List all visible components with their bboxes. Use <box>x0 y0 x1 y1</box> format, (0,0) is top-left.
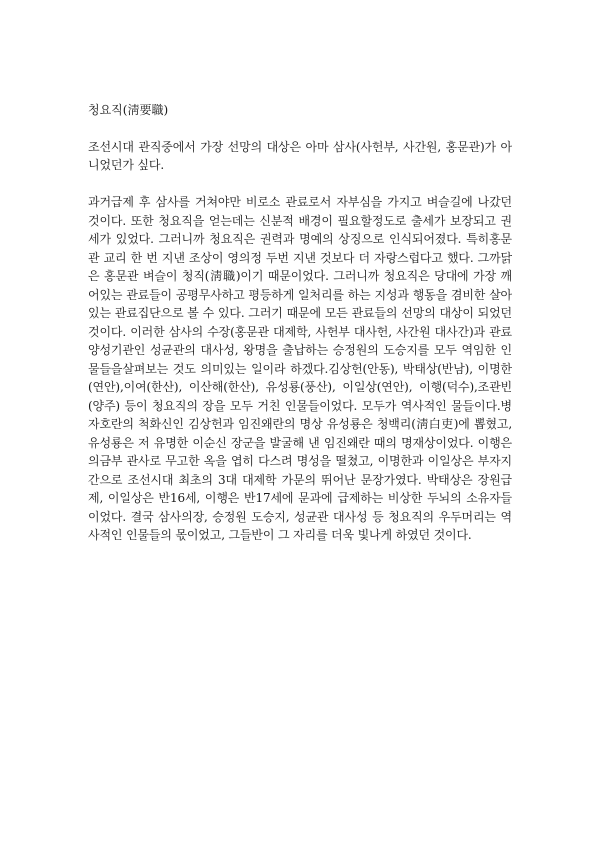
document-body <box>88 101 512 563</box>
main-paragraph: 과거급제 후 삼사를 거쳐야만 비로소 관료로서 자부심을 가지고 벼슬길에 나갔던 것이다. 또한 청요직을 얻는데는 신분적 배경이 필요할정도로 출세가 보장되고 권세가 있었다. 그러니까 청요직은 권력과 명예의 상징으로 인식되어졌다. 특히홍문관 교리 한 번 지낸 조상이 영의정 두번 지낸 것보다 더 자랑스럽다고 했다. 그까닭은 홍문관 벼슬이 청직(淸職)이기 때문이었다. 그러니까 청요직은 당대에 가장 깨어있는 관료들이 공평무사하고 평등하게 일처리를 하는 지성과 행동을 겸비한 살아있는 관료집단으로 볼 수 있다. 그러기 때문에 모든 관료들의 선망의 대상이 되었던 것이다. 이러한 삼사의 수장(홍문관 대제학, 사헌부 대사헌, 사간원 대사간)과 관료양성기관인 성균관의 대사성, 왕명을 출납하는 승정원의 도승지를 모두 역임한 인물들을살펴보는 것도 의미있는 일이라 하겠다.김상헌(안동), 박태상(반남), 이명한(연안),이여(한산), 이산해(한산), 유성룡(풍산), 이일상(연안), 이행(덕수),조관빈(양주) 등이 청요직의 장을 모두 거친 인물들이었다. 모두가 역사적인 물들이다.병자호란의 척화신인 김상헌과 임진왜란의 명상 유성룡은 청백리(淸白吏)에 뽑혔고, 유성룡은 저 유명한 이순신 장군을 발굴해 낸 임진왜란 때의 명재상이었다. 이행은 의금부 관사로 무고한 옥을 엽히 다스려 명성을 떨쳤고, 이명한과 이일상은 부자지간으로 조선시대 최초의 3대 대제학 가문의 뛰어난 문장가였다. 박태상은 장원급제, 이일상은 반16세, 이행은 반17세에 문과에 급제하는 비상한 두뇌의 소유자들이었다. 결국 삼사의장, 승정원 도승지, 성균관 대사성 등 청요직의 우두머리는 역사적인 인물들의 몫이었고, 그들반이 그 자리를 더욱 빛나게 하였던 것이다. <box>88 195 512 542</box>
document-title: 청요직(淸要職) <box>88 103 169 117</box>
intro-paragraph: 조선시대 관직중에서 가장 선망의 대상은 아마 삼사(사헌부, 사간원, 홍문관)가 아니었던가 싶다. <box>88 139 512 172</box>
